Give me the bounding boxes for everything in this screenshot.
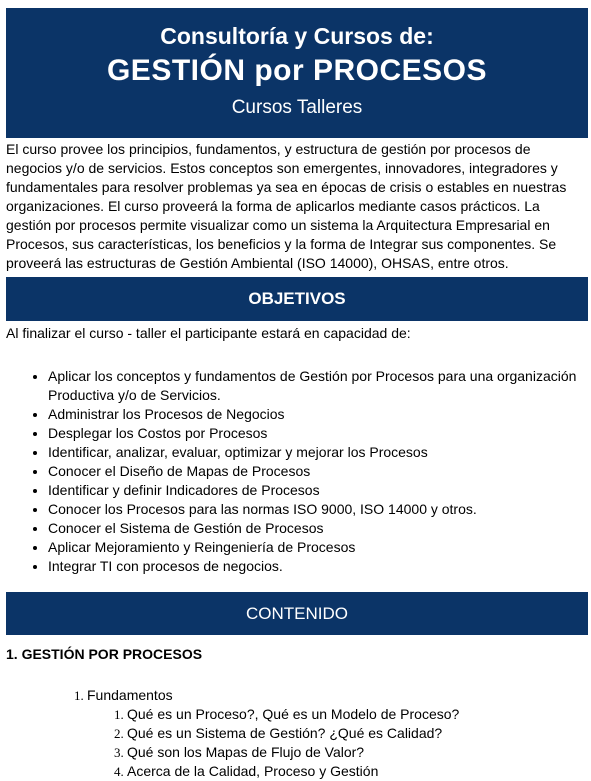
objetivo-item: • Integrar TI con procesos de negocios. [48,557,588,576]
banner-subtitle: Consultoría y Cursos de: [160,23,434,49]
objetivo-item: • Aplicar Mejoramiento y Reingeniería de Procesos [48,538,588,557]
objetivos-list [6,367,588,576]
subtopic-list [87,705,588,781]
title-banner [6,8,588,138]
banner-tagline: Cursos Talleres [231,97,363,118]
objetivo-item: • Conocer los Procesos para las normas ISO 9000, ISO 14000 y otros. [48,500,588,519]
objetivo-item: • Administrar los Procesos de Negocios [48,405,588,424]
section-title: 1. GESTIÓN POR PROCESOS [6,646,203,662]
subtopic-item: 1. Qué es un Proceso?, Qué es un Modelo de Proceso? [127,705,588,724]
objetivo-item: • Aplicar los conceptos y fundamentos de Gestión por Procesos para una organización Productiva y/o de Servicios. [48,367,588,405]
objetivos-heading: OBJETIVOS [6,277,588,321]
objetivos-lead: Al finalizar el curso - taller el participante estará en capacidad de: [6,325,411,341]
topic-item [87,686,588,781]
subtopic-item: 3. Qué son los Mapas de Flujo de Valor? [127,743,588,762]
intro-paragraph: El curso provee los principios, fundamentos, y estructura de gestión por procesos de negocios y/o de servicios. Estos conceptos son emergentes, innovadores, integradores y fundamentales para resolver problemas ya sea en épocas de crisis o estables en nuestras organizaciones. El curso proveerá la forma de aplicarlos mediante casos prácticos. La gestión por procesos permite visualizar como un sistema la Arquitectura Empresarial en Procesos, sus características, los beneficios y la forma de Integrar sus componentes. Se proveerá las estructuras de Gestión Ambiental (ISO 14000), OHSAS, entre otros. [6,141,567,271]
contenido-heading: CONTENIDO [6,592,588,635]
objetivo-item: • Identificar y definir Indicadores de Procesos [48,481,588,500]
objetivo-item: • Identificar, analizar, evaluar, optimizar y mejorar los Procesos [48,443,588,462]
banner-title: GESTIÓN por PROCESOS [106,54,488,87]
subtopic-item: 2. Qué es un Sistema de Gestión? ¿Qué es Calidad? [127,724,588,743]
objetivo-item: • Conocer el Sistema de Gestión de Procesos [48,519,588,538]
objetivo-item: • Conocer el Diseño de Mapas de Procesos [48,462,588,481]
subtopic-item: 4. Acerca de la Calidad, Proceso y Gestión [127,762,588,781]
topic-list [6,686,588,781]
page [0,8,591,779]
objetivo-item: • Desplegar los Costos por Procesos [48,424,588,443]
topic-label: Fundamentos [87,687,173,703]
